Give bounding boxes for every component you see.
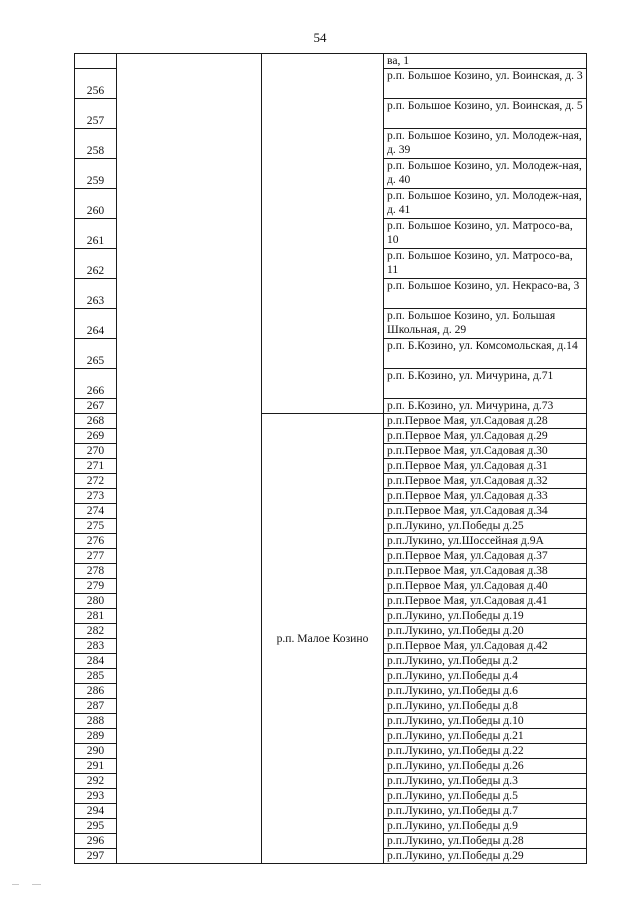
address-cell: р.п. Большое Козино, ул. Некрасо-ва, 3 — [384, 279, 587, 309]
address-cell: р.п.Лукино, ул.Победы д.7 — [384, 804, 587, 819]
address-cell: р.п.Лукино, ул.Победы д.9 — [384, 819, 587, 834]
address-cell: р.п.Первое Мая, ул.Садовая д.33 — [384, 489, 587, 504]
row-number: 279 — [75, 579, 117, 594]
row-number: 266 — [75, 369, 117, 399]
row-number: 291 — [75, 759, 117, 774]
address-cell: р.п.Первое Мая, ул.Садовая д.30 — [384, 444, 587, 459]
address-cell: р.п. Большое Козино, ул. Матросо-ва, 11 — [384, 249, 587, 279]
address-cell: р.п.Лукино, ул.Победы д.19 — [384, 609, 587, 624]
settlement-cell-upper — [262, 54, 384, 414]
row-number: 273 — [75, 489, 117, 504]
row-number: 262 — [75, 249, 117, 279]
row-number: 281 — [75, 609, 117, 624]
settlement-name: р.п. Малое Козино — [262, 414, 384, 864]
address-cell: р.п. Большое Козино, ул. Молодеж-ная, д. 39 — [384, 129, 587, 159]
address-cell: р.п.Лукино, ул.Шоссейная д.9А — [384, 534, 587, 549]
row-number: 288 — [75, 714, 117, 729]
address-cell: р.п.Лукино, ул.Победы д.29 — [384, 849, 587, 864]
address-cell: р.п.Первое Мая, ул.Садовая д.29 — [384, 429, 587, 444]
row-number: 268 — [75, 414, 117, 429]
address-cell: р.п.Лукино, ул.Победы д.22 — [384, 744, 587, 759]
row-number: 257 — [75, 99, 117, 129]
address-cell: р.п. Большое Козино, ул. Матросо-ва, 10 — [384, 219, 587, 249]
row-number: 287 — [75, 699, 117, 714]
row-number: 267 — [75, 399, 117, 414]
address-cell: р.п. Большое Козино, ул. Молодеж-ная, д. 40 — [384, 159, 587, 189]
row-number: 276 — [75, 534, 117, 549]
address-cell: р.п.Первое Мая, ул.Садовая д.37 — [384, 549, 587, 564]
row-number: 297 — [75, 849, 117, 864]
organization-cell — [117, 54, 262, 864]
address-cell: р.п. Большое Козино, ул. Молодеж-ная, д. 41 — [384, 189, 587, 219]
address-cell: р.п.Первое Мая, ул.Садовая д.42 — [384, 639, 587, 654]
address-cell: р.п.Лукино, ул.Победы д.6 — [384, 684, 587, 699]
row-number: 277 — [75, 549, 117, 564]
row-number: 296 — [75, 834, 117, 849]
address-cell: р.п. Большое Козино, ул. Воинская, д. 5 — [384, 99, 587, 129]
address-cell: р.п.Первое Мая, ул.Садовая д.38 — [384, 564, 587, 579]
address-cell: р.п.Первое Мая, ул.Садовая д.31 — [384, 459, 587, 474]
address-cell: р.п. Б.Козино, ул. Мичурина, д.73 — [384, 399, 587, 414]
row-number: 292 — [75, 774, 117, 789]
row-number: 289 — [75, 729, 117, 744]
address-cell: р.п.Первое Мая, ул.Садовая д.32 — [384, 474, 587, 489]
address-cell: р.п.Лукино, ул.Победы д.26 — [384, 759, 587, 774]
row-number — [75, 54, 117, 69]
row-number: 258 — [75, 129, 117, 159]
row-number: 295 — [75, 819, 117, 834]
scan-mark — [12, 884, 19, 885]
address-cell: р.п.Первое Мая, ул.Садовая д.28 — [384, 414, 587, 429]
address-cell: р.п.Лукино, ул.Победы д.10 — [384, 714, 587, 729]
address-cell: р.п.Лукино, ул.Победы д.4 — [384, 669, 587, 684]
address-cell: р.п.Лукино, ул.Победы д.21 — [384, 729, 587, 744]
address-cell: р.п. Б.Козино, ул. Мичурина, д.71 — [384, 369, 587, 399]
row-number: 269 — [75, 429, 117, 444]
address-cell: р.п. Большое Козино, ул. Большая Школьная, д. 29 — [384, 309, 587, 339]
row-number: 265 — [75, 339, 117, 369]
row-number: 256 — [75, 69, 117, 99]
address-cell: р.п.Лукино, ул.Победы д.8 — [384, 699, 587, 714]
row-number: 271 — [75, 459, 117, 474]
address-cell: р.п.Лукино, ул.Победы д.5 — [384, 789, 587, 804]
address-cell: р.п.Лукино, ул.Победы д.28 — [384, 834, 587, 849]
row-number: 283 — [75, 639, 117, 654]
address-cell: ва, 1 — [384, 54, 587, 69]
row-number: 261 — [75, 219, 117, 249]
row-number: 272 — [75, 474, 117, 489]
row-number: 275 — [75, 519, 117, 534]
row-number: 293 — [75, 789, 117, 804]
row-number: 290 — [75, 744, 117, 759]
address-cell: р.п.Лукино, ул.Победы д.20 — [384, 624, 587, 639]
row-number: 263 — [75, 279, 117, 309]
address-cell: р.п. Б.Козино, ул. Комсомольская, д.14 — [384, 339, 587, 369]
address-registry-table — [74, 53, 587, 864]
row-number: 264 — [75, 309, 117, 339]
table-body — [75, 54, 587, 864]
scan-mark — [32, 884, 41, 885]
row-number: 280 — [75, 594, 117, 609]
address-cell: р.п.Лукино, ул.Победы д.2 — [384, 654, 587, 669]
row-number: 284 — [75, 654, 117, 669]
row-number: 286 — [75, 684, 117, 699]
address-cell: р.п. Большое Козино, ул. Воинская, д. 3 — [384, 69, 587, 99]
row-number: 260 — [75, 189, 117, 219]
address-cell: р.п.Первое Мая, ул.Садовая д.34 — [384, 504, 587, 519]
page-number: 54 — [313, 30, 327, 45]
row-number: 294 — [75, 804, 117, 819]
row-number: 274 — [75, 504, 117, 519]
row-number: 270 — [75, 444, 117, 459]
address-cell: р.п.Лукино, ул.Победы д.3 — [384, 774, 587, 789]
row-number: 282 — [75, 624, 117, 639]
address-cell: р.п.Первое Мая, ул.Садовая д.41 — [384, 594, 587, 609]
row-number: 285 — [75, 669, 117, 684]
row-number: 259 — [75, 159, 117, 189]
row-number: 278 — [75, 564, 117, 579]
address-cell: р.п.Лукино, ул.Победы д.25 — [384, 519, 587, 534]
table-row — [75, 54, 587, 69]
address-cell: р.п.Первое Мая, ул.Садовая д.40 — [384, 579, 587, 594]
